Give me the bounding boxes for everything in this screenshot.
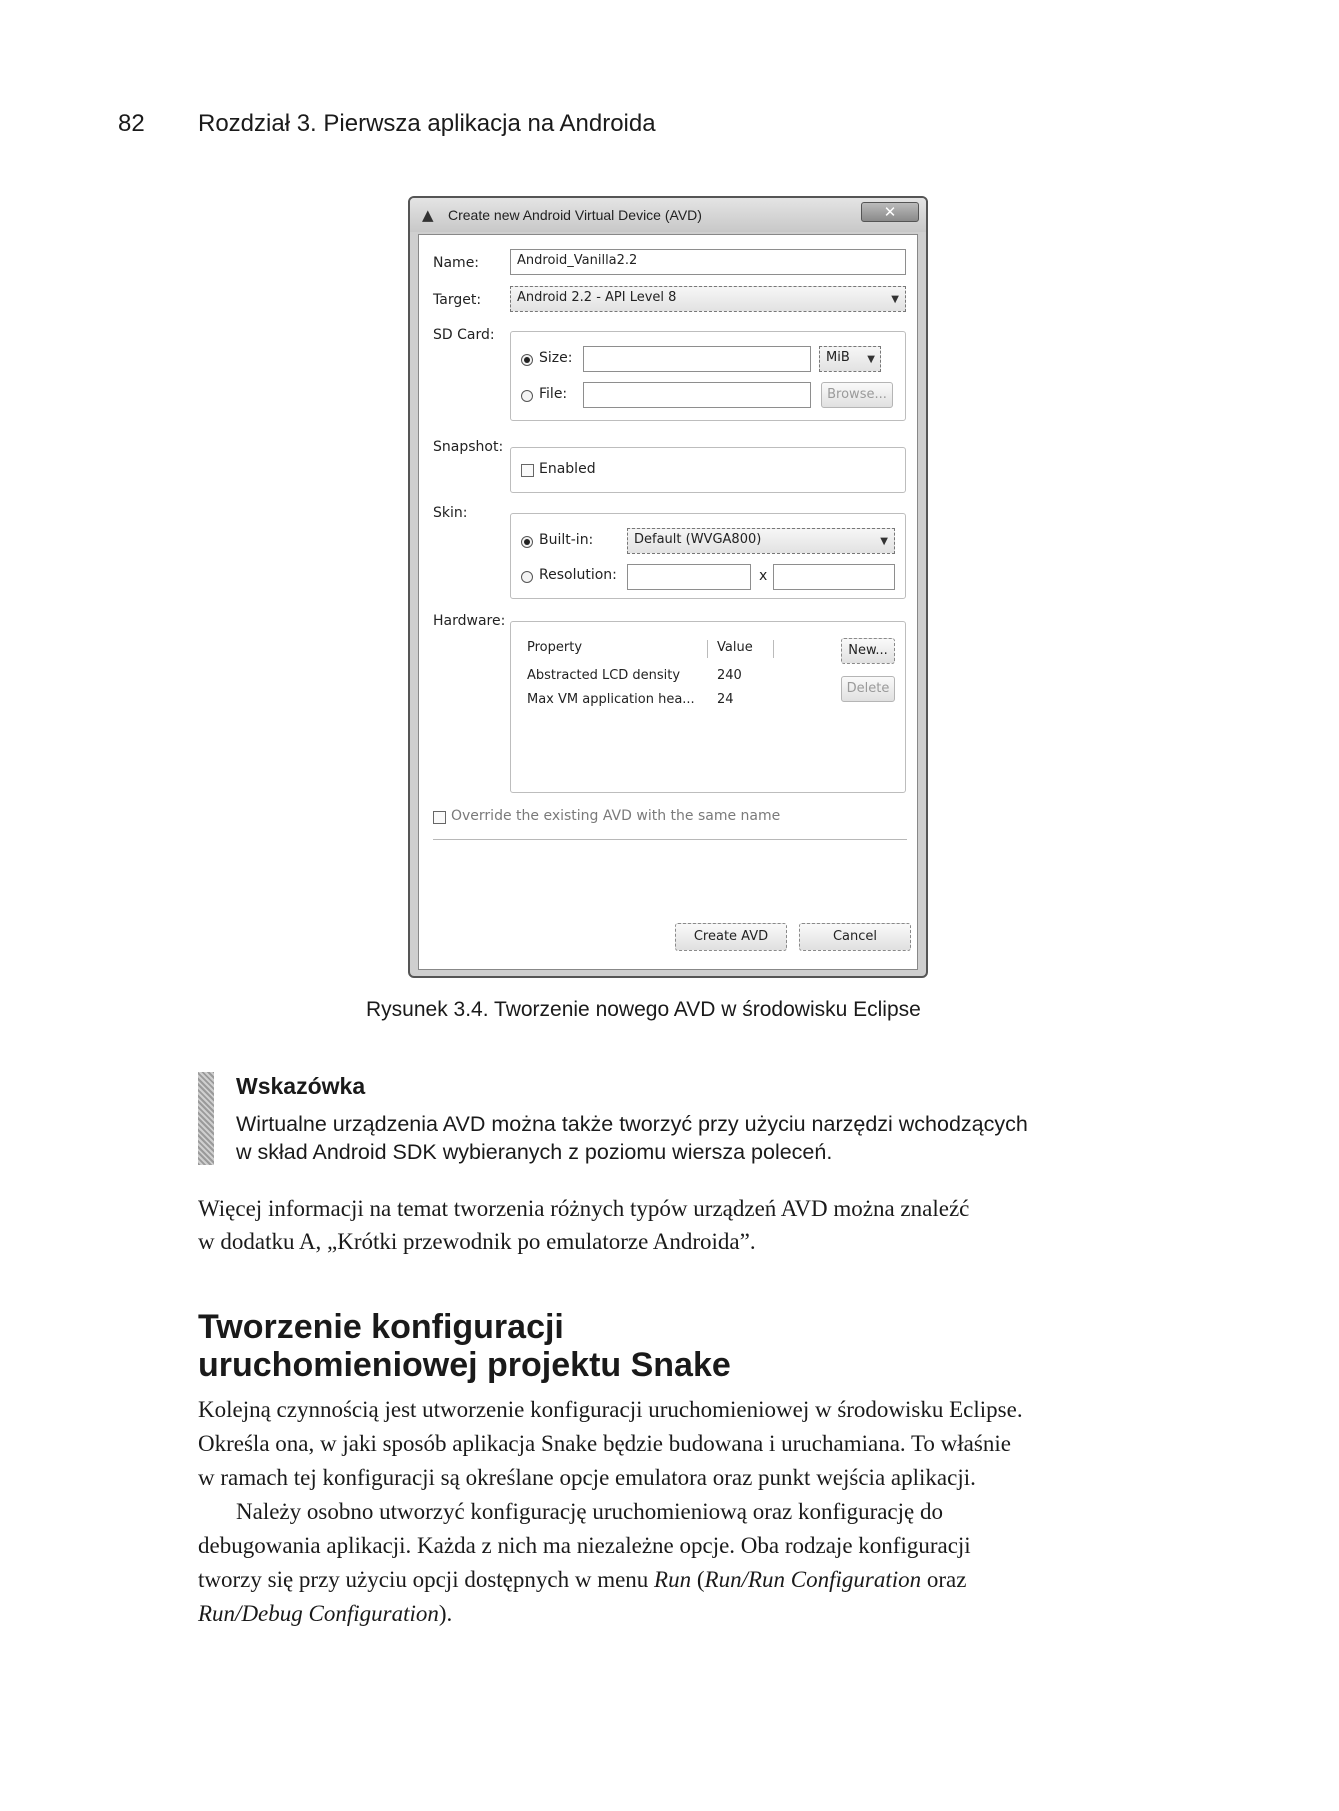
avd-dialog xyxy=(408,196,928,978)
tip-title: Wskazówka xyxy=(236,1073,366,1099)
paragraph-line xyxy=(198,1597,1158,1631)
menu-debug-configuration: Run/Debug Configuration xyxy=(198,1601,439,1626)
resolution-height-input[interactable] xyxy=(773,564,895,590)
skin-group xyxy=(510,513,906,599)
paragraph-text: Należy osobno utworzyć konfigurację uruchomieniową oraz konfigurację do xyxy=(236,1499,943,1524)
tip-bar xyxy=(198,1072,214,1165)
paragraph-line: debugowania aplikacji. Każda z nich ma niezależne opcje. Oba rodzaje konfiguracji xyxy=(198,1533,971,1558)
tip-line: w skład Android SDK wybieranych z poziomu wiersza poleceń. xyxy=(236,1140,833,1164)
builtin-label: Built-in: xyxy=(539,532,594,548)
snapshot-enabled-checkbox[interactable] xyxy=(521,464,534,477)
override-label: Override the existing AVD with the same name xyxy=(451,808,781,824)
tip-text xyxy=(236,1110,1156,1166)
file-radio[interactable] xyxy=(521,390,533,402)
enabled-label: Enabled xyxy=(539,461,596,477)
tip-line: Wirtualne urządzenia AVD można także tworzyć przy użyciu narzędzi wchodzących xyxy=(236,1112,1028,1136)
hardware-label: Hardware: xyxy=(433,613,506,629)
heading-line: uruchomieniowej projektu Snake xyxy=(198,1346,731,1384)
paragraph-more-info xyxy=(198,1192,1138,1258)
name-input[interactable]: Android_Vanilla2.2 xyxy=(510,249,906,275)
file-input[interactable] xyxy=(583,382,811,408)
size-unit-select[interactable] xyxy=(819,346,881,372)
resolution-label: Resolution: xyxy=(539,567,617,583)
paragraph-line: Określa ona, w jaki sposób aplikacja Snake będzie budowana i uruchamiana. To właśnie xyxy=(198,1431,1011,1456)
snapshot-group xyxy=(510,447,906,493)
resolution-separator: x xyxy=(759,568,768,584)
paragraph-debug-config xyxy=(198,1495,1158,1631)
skin-label: Skin: xyxy=(433,505,468,521)
dialog-title: Create new Android Virtual Device (AVD) xyxy=(448,207,702,223)
new-button[interactable]: New... xyxy=(841,638,895,664)
paragraph-line: w ramach tej konfiguracji są określane opcje emulatora oraz punkt wejścia aplikacji. xyxy=(198,1465,976,1490)
size-unit-value: MiB xyxy=(826,350,850,365)
hw-value-cell: 24 xyxy=(717,692,734,707)
close-button[interactable] xyxy=(861,202,919,222)
paragraph-line xyxy=(198,1495,1158,1529)
separator xyxy=(433,839,907,840)
resolution-radio[interactable] xyxy=(521,571,533,583)
size-label: Size: xyxy=(539,350,573,366)
chevron-down-icon: ▼ xyxy=(880,536,888,547)
file-label: File: xyxy=(539,386,568,402)
hw-property-cell: Abstracted LCD density xyxy=(527,668,681,683)
snapshot-label: Snapshot: xyxy=(433,439,504,455)
paragraph-text: oraz xyxy=(921,1567,967,1592)
target-select-value: Android 2.2 - API Level 8 xyxy=(517,290,677,305)
hw-col-divider xyxy=(773,640,774,658)
target-label: Target: xyxy=(433,292,482,308)
paragraph-line: w dodatku A, „Krótki przewodnik po emulatorze Androida”. xyxy=(198,1229,756,1254)
cancel-button[interactable]: Cancel xyxy=(799,923,911,951)
chevron-down-icon: ▼ xyxy=(891,294,899,305)
hw-col-divider xyxy=(707,640,708,658)
size-radio[interactable] xyxy=(521,354,533,366)
dialog-titlebar xyxy=(410,198,926,232)
hw-col-property: Property xyxy=(527,640,583,655)
builtin-radio[interactable] xyxy=(521,536,533,548)
hw-property-cell: Max VM application hea... xyxy=(527,692,695,707)
paragraph-text: tworzy się przy użyciu opcji dostępnych w menu xyxy=(198,1567,655,1592)
menu-run-configuration: Run/Run Configuration xyxy=(704,1567,922,1592)
menu-run: Run xyxy=(654,1567,692,1592)
paragraph-line: Więcej informacji na temat tworzenia różnych typów urządzeń AVD można znaleźć xyxy=(198,1196,970,1221)
paragraph-text: ( xyxy=(691,1567,705,1592)
hardware-group xyxy=(510,621,906,793)
browse-button[interactable]: Browse... xyxy=(821,382,893,408)
paragraph-text: ). xyxy=(438,1601,453,1626)
size-input[interactable] xyxy=(583,346,811,372)
builtin-skin-select[interactable] xyxy=(627,528,895,554)
section-heading xyxy=(198,1308,1138,1384)
close-icon: ✕ xyxy=(883,203,897,221)
sdcard-label: SD Card: xyxy=(433,327,495,343)
hw-value-cell: 240 xyxy=(717,668,742,683)
figure-caption: Rysunek 3.4. Tworzenie nowego AVD w środowisku Eclipse xyxy=(366,998,921,1021)
target-select[interactable] xyxy=(510,286,906,312)
paragraph-run-config xyxy=(198,1393,1158,1495)
sdcard-group xyxy=(510,331,906,421)
heading-line: Tworzenie konfiguracji xyxy=(198,1308,564,1346)
dialog-client xyxy=(418,234,918,970)
hw-col-value: Value xyxy=(717,640,753,655)
resolution-width-input[interactable] xyxy=(627,564,751,590)
delete-button[interactable]: Delete xyxy=(841,676,895,702)
create-avd-button[interactable]: Create AVD xyxy=(675,923,787,951)
chevron-down-icon: ▼ xyxy=(867,354,875,365)
paragraph-line: Kolejną czynnością jest utworzenie konfiguracji uruchomieniowej w środowisku Eclipse. xyxy=(198,1397,1023,1422)
paragraph-line xyxy=(198,1563,1158,1597)
override-checkbox[interactable] xyxy=(433,811,446,824)
chapter-title: Rozdział 3. Pierwsza aplikacja na Androida xyxy=(198,110,656,137)
page-number: 82 xyxy=(118,110,145,137)
builtin-skin-value: Default (WVGA800) xyxy=(634,532,762,547)
android-icon: ▲ xyxy=(422,206,434,224)
name-label: Name: xyxy=(433,255,480,271)
